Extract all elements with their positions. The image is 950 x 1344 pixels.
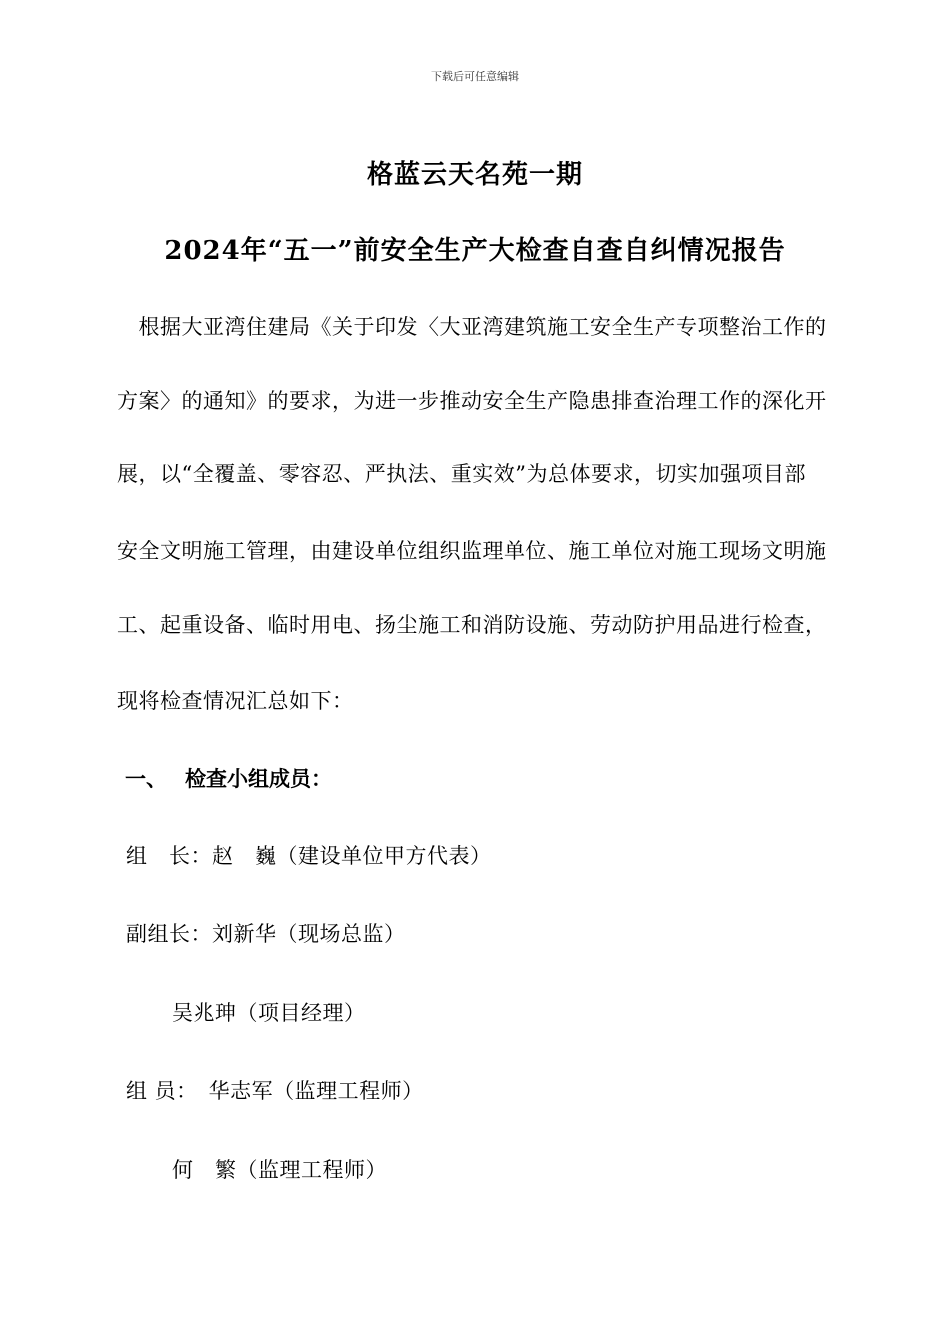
section-number: 一、: [125, 766, 167, 791]
intro-paragraph-line: 根据大亚湾住建局《关于印发〈大亚湾建筑施工安全生产专项整治工作的: [117, 315, 827, 339]
intro-paragraph-line: 现将检查情况汇总如下：: [117, 689, 354, 713]
member-line-member: 组 员： 华志军（监理工程师）: [126, 1079, 424, 1103]
intro-paragraph-line: 方案〉的通知》的要求，为进一步推动安全生产隐患排查治理工作的深化开: [117, 389, 827, 413]
section-title: 检查小组成员：: [185, 766, 332, 791]
section-heading: [125, 763, 332, 793]
header-note: 下载后可任意编辑: [431, 70, 519, 83]
report-title-line-1: 格蓝云天名苑一期: [366, 160, 583, 190]
intro-paragraph-line: 工、起重设备、临时用电、扬尘施工和消防设施、劳动防护用品进行检查，: [117, 613, 827, 637]
member-line-leader: 组 长：赵 巍（建设单位甲方代表）: [126, 844, 492, 868]
member-line-deputy-2: 吴兆珅（项目经理）: [172, 1001, 366, 1025]
report-title-line-2: 2024年“五一”前安全生产大检查自查自纠情况报告: [164, 236, 786, 266]
intro-paragraph-line: 展，以“全覆盖、零容忍、严执法、重实效”为总体要求，切实加强项目部: [117, 462, 806, 486]
member-line-deputy: 副组长：刘新华（现场总监）: [126, 922, 406, 946]
intro-paragraph-line: 安全文明施工管理，由建设单位组织监理单位、施工单位对施工现场文明施: [117, 539, 827, 563]
member-line-member-2: 何 繁（监理工程师）: [172, 1158, 387, 1182]
